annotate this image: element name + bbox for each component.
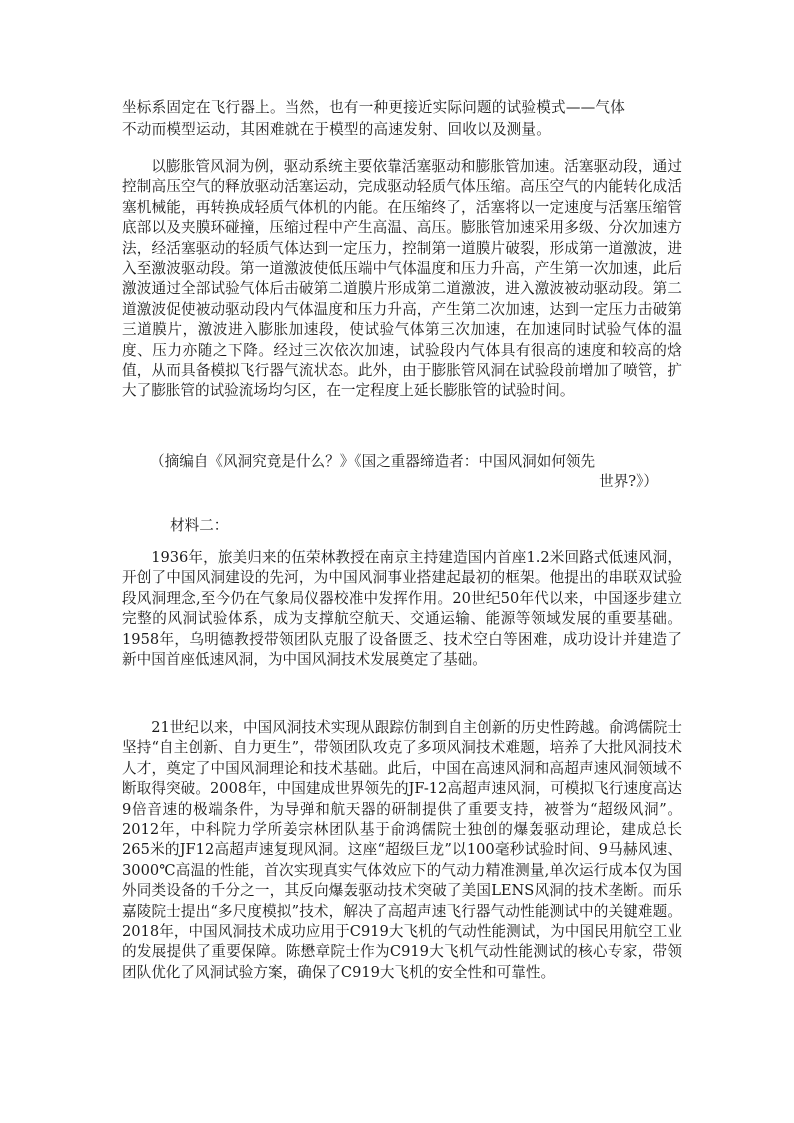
paragraph-21st-century xyxy=(122,718,682,983)
paragraph-expansion-tube xyxy=(122,157,682,402)
source-line-2: 世界?》） xyxy=(599,473,658,491)
paragraph-text: 1936年，旅美归来的伍荣林教授在南京主持建造国内首座1.2米回路式低速风洞，开创了中国风洞建设的先河，为中国风洞事业搭建起最初的框架。他提出的串联双试验段风洞理念,至今仍在气象局仪器校准中发挥作用。20世纪50年代以来，中国逐步建立完整的风洞试验体系，成为支撑航空航天、交通运输、能源等领域发展的重要基础。1958年，乌明德教授带领团队克服了设备匮乏、技术空白等困难，成功设计并建造了新中国首座低速风洞，为中国风洞技术发展奠定了基础。 xyxy=(122,549,682,669)
source-line-1: （摘编自《风洞究竟是什么？》《国之重器缔造者：中国风洞如何领先 xyxy=(150,453,596,470)
paragraph-text: 以膨胀管风洞为例，驱动系统主要依靠活塞驱动和膨胀管加速。活塞驱动段，通过控制高压空气的释放驱动活塞运动，完成驱动轻质气体压缩。高压空气的内能转化成活塞机械能，再转换成轻质气体机的内能。在压缩终了，活塞将以一定速度与活塞压缩管底部以及夹膜环碰撞，压缩过程中产生高温、高压。膨胀管加速采用多级、分次加速方法，经活塞驱动的轻质气体达到一定压力，控制第一道膜片破裂，形成第一道激波，进入至激波驱动段。第一道激波使低压端中气体温度和压力升高，产生第一次加速，此后激波通过全部试验气体后击破第二道膜片形成第二道激波，进入激波被动驱动段。第二道激波促使被动驱动段内气体温度和压力升高，产生第二次加速，达到一定压力击破第三道膜片，激波进入膨胀加速段，使试验气体第三次加速，在加速同时试验气体的温度、压力亦随之下降。经过三次依次加速，试验段内气体具有很高的速度和较高的焓值，从而具备模拟飞行器气流状态。此外，由于膨胀管风洞在试验段前增加了喷管，扩大了膨胀管的试验流场均匀区，在一定程度上延长膨胀管的试验时间。 xyxy=(122,158,682,400)
intro-line-2: 不动而模型运动，其困难就在于模型的高速发射、回收以及测量。 xyxy=(122,121,552,138)
paragraph-text: 21世纪以来，中国风洞技术实现从跟踪仿制到自主创新的历史性跨越。俞鸿儒院士坚持“自主创新、自力更生”，带领团队攻克了多项风洞技术难题，培养了大批风洞技术人才，奠定了中国风洞理论和技术基础。此后，中国在高速风洞和高超声速风洞领域不断取得突破。2008年，中国建成世界领先的JF-12高超声速风洞，可模拟飞行速度高达9倍音速的极端条件，为导弹和航天器的研制提供了重要支持，被誉为“超级风洞”。2012年，中科院力学所姜宗林团队基于俞鸿儒院士独创的爆轰驱动理论，建成总长265米的JF12高超声速复现风洞。这座“超级巨龙”以100毫秒试验时间、9马赫风速、3000℃高温的性能，首次实现真实气体效应下的气动力精准测量,单次运行成本仅为国外同类设备的千分之一，其反向爆轰驱动技术突破了美国LENS风洞的技术垄断。而乐嘉陵院士提出“多尺度模拟”技术，解决了高超声速飞行器气动性能测试中的关键难题。2018年，中国风洞技术成功应用于C919大飞机的气动性能测试，为中国民用航空工业的发展提供了重要保障。陈懋章院士作为C919大飞机气动性能测试的核心专家，带领团队优化了风洞试验方案，确保了C919大飞机的安全性和可靠性。 xyxy=(122,719,682,981)
section-heading: 材料二： xyxy=(170,517,229,534)
paragraph-history xyxy=(122,548,682,670)
intro-line-1: 坐标系固定在飞行器上。当然，也有一种更接近实际问题的试验模式——气体 xyxy=(122,99,625,116)
source-citation xyxy=(150,452,670,493)
